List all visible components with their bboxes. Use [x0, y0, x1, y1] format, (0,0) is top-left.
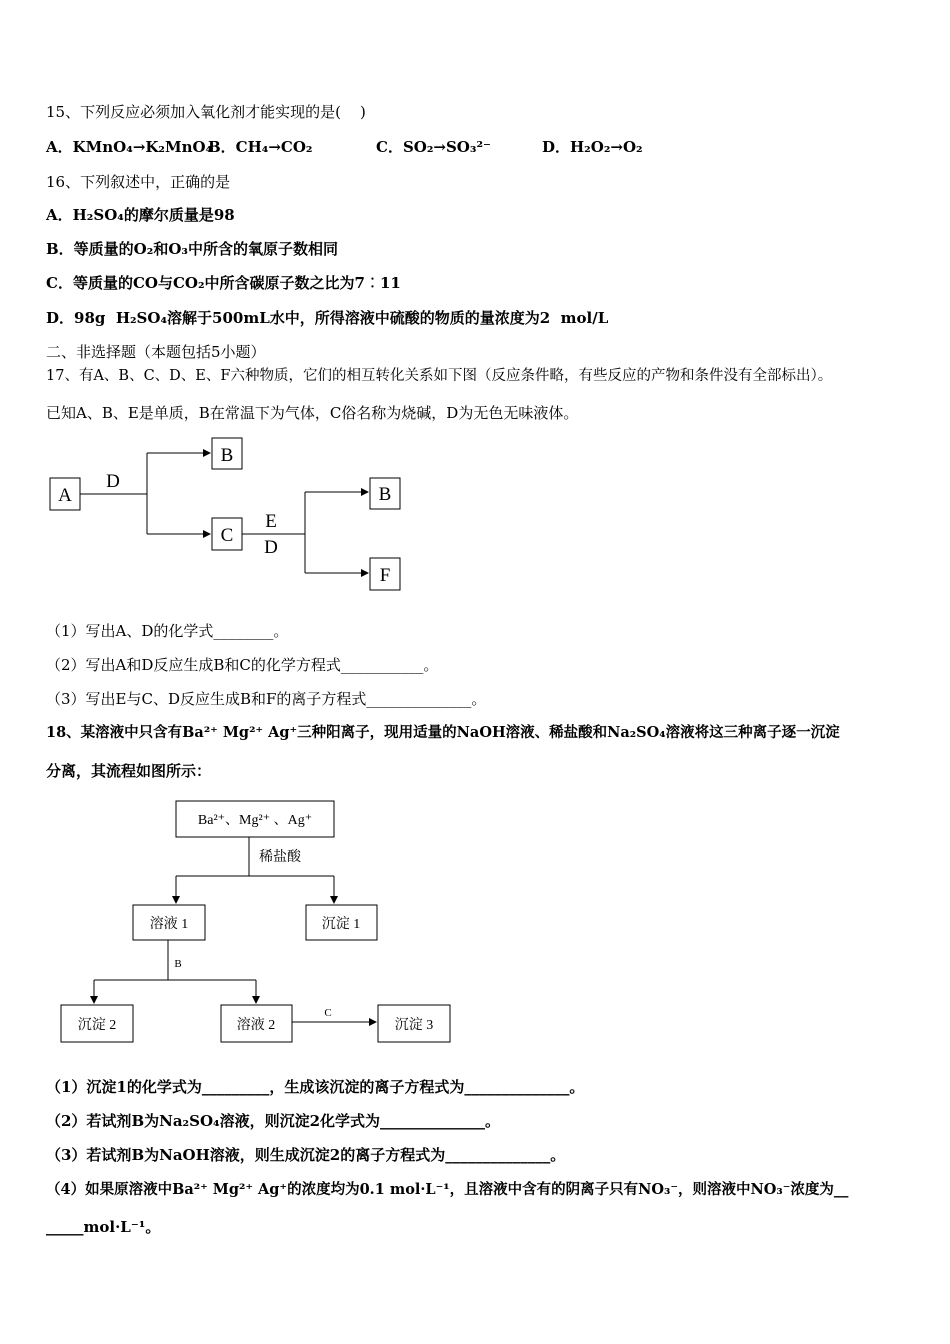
node-a: A — [58, 485, 72, 506]
q18-stem-2: 分离，其流程如图所示： — [46, 762, 212, 780]
precipitate-1: 沉淀 1 — [321, 917, 361, 932]
reagent-b: B — [174, 958, 182, 970]
q16-option-b: B．等质量的O₂和O₃中所含的氧原子数相同 — [46, 240, 338, 258]
solution-2: 溶液 2 — [236, 1018, 276, 1033]
q18-part-1: （1）沉淀1的化学式为_________，生成该沉淀的离子方程式为______________。 — [46, 1078, 585, 1096]
q15-option-d: D．H₂O₂→O₂ — [542, 138, 643, 156]
label-d: D — [106, 471, 120, 492]
q18-part-4: （4）如果原溶液中Ba²⁺ Mg²⁺ Ag⁺的浓度均为0.1 mol·L⁻¹，且溶液中含有的阴离子只有NO₃⁻，则溶液中NO₃⁻浓度为__ — [46, 1181, 849, 1198]
q18-part-3: （3）若试剂B为NaOH溶液，则生成沉淀2的离子方程式为______________。 — [46, 1146, 566, 1164]
q16-stem: 16、下列叙述中，正确的是 — [46, 173, 231, 191]
reagent-hcl: 稀盐酸 — [259, 850, 301, 865]
precipitate-2: 沉淀 2 — [77, 1018, 117, 1033]
q16-option-c: C．等质量的CO与CO₂中所含碳原子数之比为7︰11 — [46, 274, 401, 292]
q18-stem-1: 18、某溶液中只含有Ba²⁺ Mg²⁺ Ag⁺三种阳离子，现用适量的NaOH溶液、稀盐酸和Na₂SO₄溶液将这三种离子逐一沉淀 — [46, 724, 840, 741]
q17-part-1: （1）写出A、D的化学式________。 — [46, 622, 289, 640]
reagent-c: C — [324, 1007, 332, 1019]
label-e: E — [265, 511, 277, 532]
q18-part-2: （2）若试剂B为Na₂SO₄溶液，则沉淀2化学式为______________。 — [46, 1112, 501, 1130]
q15-option-c: C．SO₂→SO₃²⁻ — [376, 138, 491, 156]
q17-part-3: （3）写出E与C、D反应生成B和F的离子方程式______________。 — [46, 690, 487, 708]
node-f: F — [379, 565, 391, 586]
q15-option-b: B．CH₄→CO₂ — [208, 138, 313, 156]
q18-part-4-cont: _____mol·L⁻¹。 — [46, 1218, 161, 1236]
q16-option-d: D．98g H₂SO₄溶解于500mL水中，所得溶液中硫酸的物质的量浓度为2 mol/L — [46, 309, 609, 327]
node-b-1: B — [220, 445, 234, 466]
section-heading: 二、非选择题（本题包括5小题） — [46, 343, 266, 361]
q17-stem-1: 17、有A、B、C、D、E、F六种物质，它们的相互转化关系如下图（反应条件略，有些反应的产物和条件没有全部标出）。 — [46, 368, 833, 384]
q15-option-a: A．KMnO₄→K₂MnO₄ — [46, 138, 213, 156]
solution-1: 溶液 1 — [149, 917, 189, 932]
q17-part-2: （2）写出A和D反应生成B和C的化学方程式___________。 — [46, 656, 439, 674]
q16-option-a: A．H₂SO₄的摩尔质量是98 — [46, 206, 235, 224]
q17-stem-2: 已知A、B、E是单质，B在常温下为气体，C俗名称为烧碱，D为无色无味液体。 — [46, 404, 579, 422]
q15-stem: 15、下列反应必须加入氧化剂才能实现的是( ) — [46, 103, 366, 121]
precipitate-3: 沉淀 3 — [394, 1018, 434, 1033]
node-c: C — [220, 525, 234, 546]
ions-box: Ba²⁺、Mg²⁺ 、Ag⁺ — [197, 813, 313, 828]
label-d-2: D — [264, 537, 278, 558]
node-b-2: B — [378, 484, 392, 505]
